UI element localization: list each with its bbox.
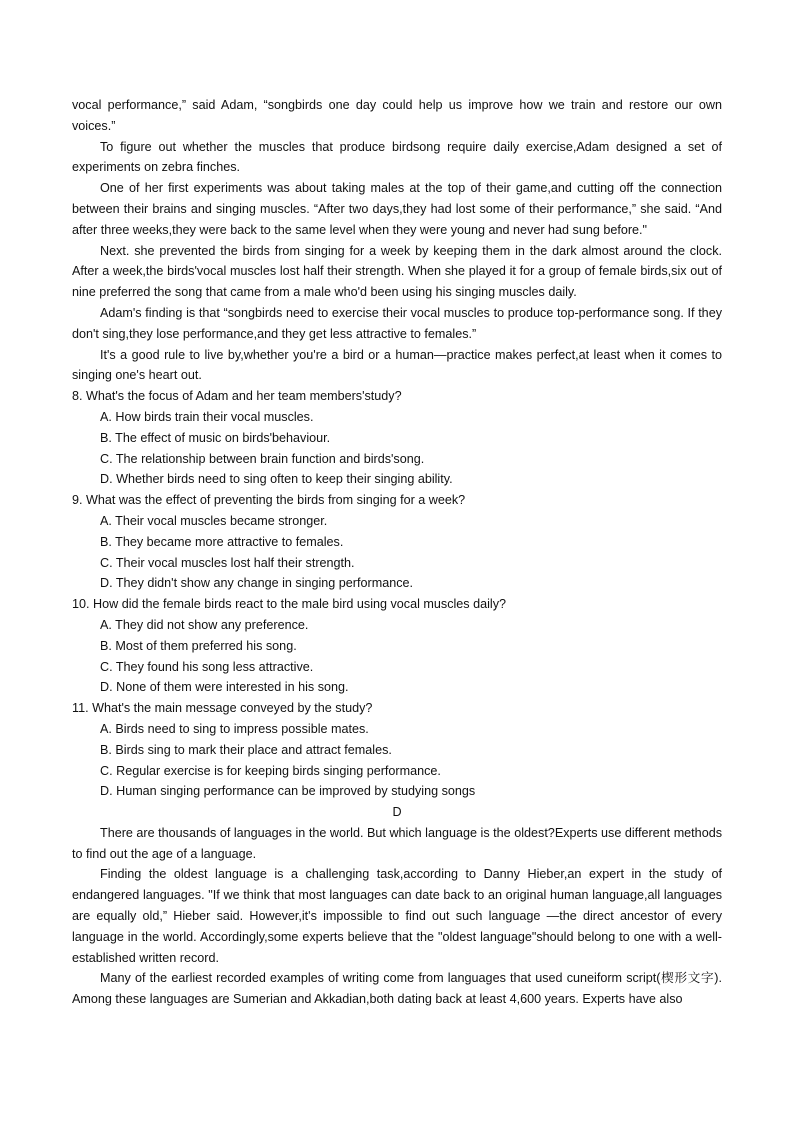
option-d: D. Whether birds need to sing often to keep their singing ability.: [100, 472, 453, 487]
passage-paragraph: vocal performance,” said Adam, “songbirds one day could help us improve how we train and restore our own voices.”: [72, 98, 722, 133]
passage-paragraph: Finding the oldest language is a challenging task,according to Danny Hieber,an expert in the study of endangered languages. "If we think that most languages can date back to an original human language,all languages are equally old,” Hieber said. However,it's impossible to find out such language —the direct ancestor of every language in the world. Accordingly,some experts believe that the "oldest language"should belong to one with a well-established written record.: [72, 867, 722, 965]
passage-paragraph: Next. she prevented the birds from singing for a week by keeping them in the dark almost around the clock. After a week,the birds'vocal muscles lost half their strength. When she played it for a group of female birds,six out of nine preferred the song that came from a male who'd been using his singing muscles daily.: [72, 243, 722, 300]
passage-paragraph: It's a good rule to live by,whether you're a bird or a human—practice makes perfect,at least when it comes to singing one's heart out.: [72, 347, 722, 383]
question-11: [72, 698, 722, 802]
option-b: B. The effect of music on birds'behaviour.: [100, 430, 331, 445]
passage-paragraph: Adam's finding is that “songbirds need to exercise their vocal muscles to produce top-performance song. If they don't sing,they lose performance,and they get less attractive to females.”: [72, 305, 722, 341]
option-b: B. Most of them preferred his song.: [100, 638, 297, 653]
option-c: C. Their vocal muscles lost half their strength.: [100, 555, 355, 570]
passage-paragraph: To figure out whether the muscles that produce birdsong require daily exercise,Adam designed a set of experiments on zebra finches.: [72, 139, 722, 175]
document-page: [72, 95, 722, 1010]
option-d: D. Human singing performance can be improved by studying songs: [100, 784, 476, 799]
question-9: [72, 490, 722, 594]
question-stem: 10. How did the female birds react to the male bird using vocal muscles daily?: [72, 597, 506, 612]
question-stem: 8. What's the focus of Adam and her team members'study?: [72, 389, 402, 404]
option-b: B. They became more attractive to females.: [100, 534, 344, 549]
option-a: A. Birds need to sing to impress possible mates.: [100, 721, 369, 736]
question-stem: 11. What's the main message conveyed by the study?: [72, 701, 373, 716]
option-a: A. Their vocal muscles became stronger.: [100, 513, 328, 528]
option-c: C. Regular exercise is for keeping birds singing performance.: [100, 763, 441, 778]
section-heading: D: [392, 805, 402, 820]
passage-paragraph: One of her first experiments was about taking males at the top of their game,and cutting off the connection between their brains and singing muscles. “After two days,they had lost some of their performance,” she said. “And after three weeks,they were back to the same level when they were young and never had sung before.": [72, 181, 722, 237]
option-d: D. They didn't show any change in singing performance.: [100, 576, 413, 591]
option-b: B. Birds sing to mark their place and attract females.: [100, 742, 392, 757]
option-c: C. The relationship between brain function and birds'song.: [100, 451, 425, 466]
option-a: A. How birds train their vocal muscles.: [100, 409, 314, 424]
option-a: A. They did not show any preference.: [100, 617, 309, 632]
passage-paragraph: There are thousands of languages in the world. But which language is the oldest?Experts use different methods to find out the age of a language.: [72, 825, 722, 861]
question-10: [72, 594, 722, 698]
question-stem: 9. What was the effect of preventing the birds from singing for a week?: [72, 493, 466, 508]
passage-paragraph: Many of the earliest recorded examples of writing come from languages that used cuneiform script(楔形文字). Among these languages are Sumerian and Akkadian,both dating back at least 4,600 years. Experts have also: [72, 971, 722, 1007]
option-c: C. They found his song less attractive.: [100, 659, 314, 674]
question-8: [72, 386, 722, 490]
option-d: D. None of them were interested in his song.: [100, 680, 349, 695]
